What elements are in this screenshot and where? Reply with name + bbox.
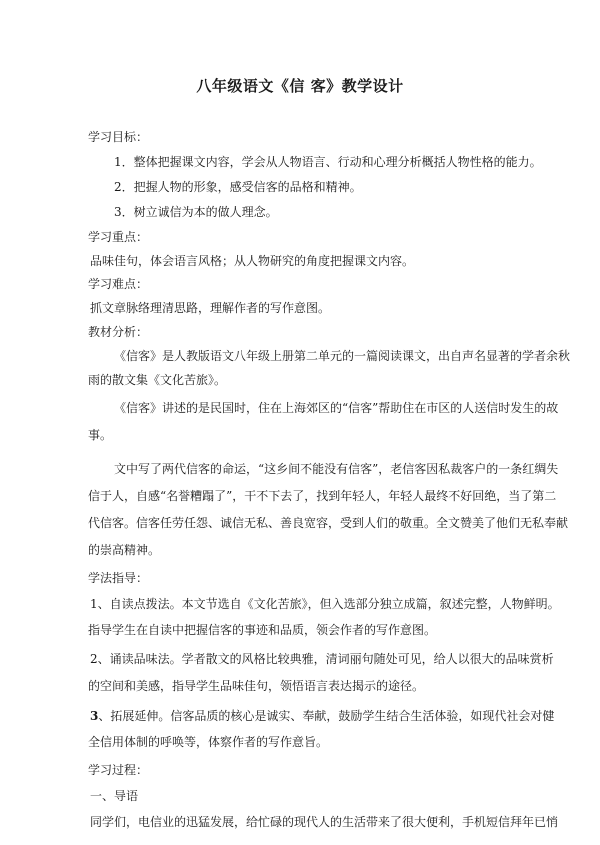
method-item3-number: 3 xyxy=(90,709,99,723)
process-heading: 学习过程： xyxy=(88,763,149,777)
key-points-text: 品味佳句，体会语言风格；从人物研究的角度把握课文内容。 xyxy=(90,254,415,268)
goals-heading: 学习目标： xyxy=(88,130,149,144)
analysis-p3-line3: 代信客。信客任劳任怨、诚信无私、善良宽容，受到人们的敬重。全文赞美了他们无私奉献 xyxy=(88,516,569,530)
difficulties-text: 抓文章脉络理清思路，理解作者的写作意图。 xyxy=(90,301,331,315)
method-item2-line1: 2、诵读品味法。学者散文的风格比较典雅，清词丽句随处可见，给人以很大的品味赏析 xyxy=(90,652,554,666)
analysis-p3-line2: 信于人，自感“名誉糟蹋了”，干不下去了，找到年轻人，年轻人最终不好回绝，当了第二 xyxy=(88,489,557,503)
method-item2-line2: 的空间和美感，指导学生品味佳句，领悟语言表达揭示的途径。 xyxy=(88,679,425,693)
analysis-p2-line1: 《信客》讲述的是民国时，住在上海郊区的“信客”帮助住在市区的人送信时发生的故 xyxy=(114,401,559,415)
goal-item-1: 1．整体把握课文内容，学会从人物语言、行动和心理分析概括人物性格的能力。 xyxy=(114,155,542,169)
process-section-1: 一、导语 xyxy=(90,789,139,803)
goal-item-3: 3．树立诚信为本的做人理念。 xyxy=(114,205,278,219)
document-title: 八年级语文《信 客》教学设计 xyxy=(196,77,404,95)
method-item3-text: 、拓展延伸。信客品质的核心是诚实、奉献，鼓励学生结合生活体验，如现代社会对健 xyxy=(98,709,555,723)
process-text-line1: 同学们，电信业的迅猛发展，给忙碌的现代人的生活带来了很大便利，手机短信拜年已悄 xyxy=(90,815,559,829)
method-item1-line2: 指导学生在自读中把握信客的事迹和品质，领会作者的写作意图。 xyxy=(88,623,437,637)
difficulties-heading: 学习难点： xyxy=(88,277,149,291)
method-item1-line1: 1、自读点拨法。本文节选自《文化苦旅》，但入选部分独立成篇，叙述完整，人物鲜明。 xyxy=(90,597,560,611)
analysis-p2-line2: 事。 xyxy=(88,428,113,442)
analysis-heading: 教材分析： xyxy=(88,325,149,339)
analysis-p1-line1: 《信客》是人教版语文八年级上册第二单元的一篇阅读课文，出自声名显著的学者余秋 xyxy=(114,349,571,363)
method-item3-line2: 全信用体制的呼唤等，体察作者的写作意旨。 xyxy=(88,735,329,749)
analysis-p3-line4: 的崇高精神。 xyxy=(88,543,161,557)
method-heading: 学法指导： xyxy=(88,571,149,585)
analysis-p3-line1: 文中写了两代信客的命运，“这乡间不能没有信客”，老信客因私裁客户的一条红绸失 xyxy=(114,462,559,476)
key-points-heading: 学习重点： xyxy=(88,230,149,244)
goal-item-2: 2．把握人物的形象，感受信客的品格和精神。 xyxy=(114,180,362,194)
method-item3-line1 xyxy=(90,708,554,724)
analysis-p1-line2: 雨的散文集《文化苦旅》。 xyxy=(88,373,227,387)
